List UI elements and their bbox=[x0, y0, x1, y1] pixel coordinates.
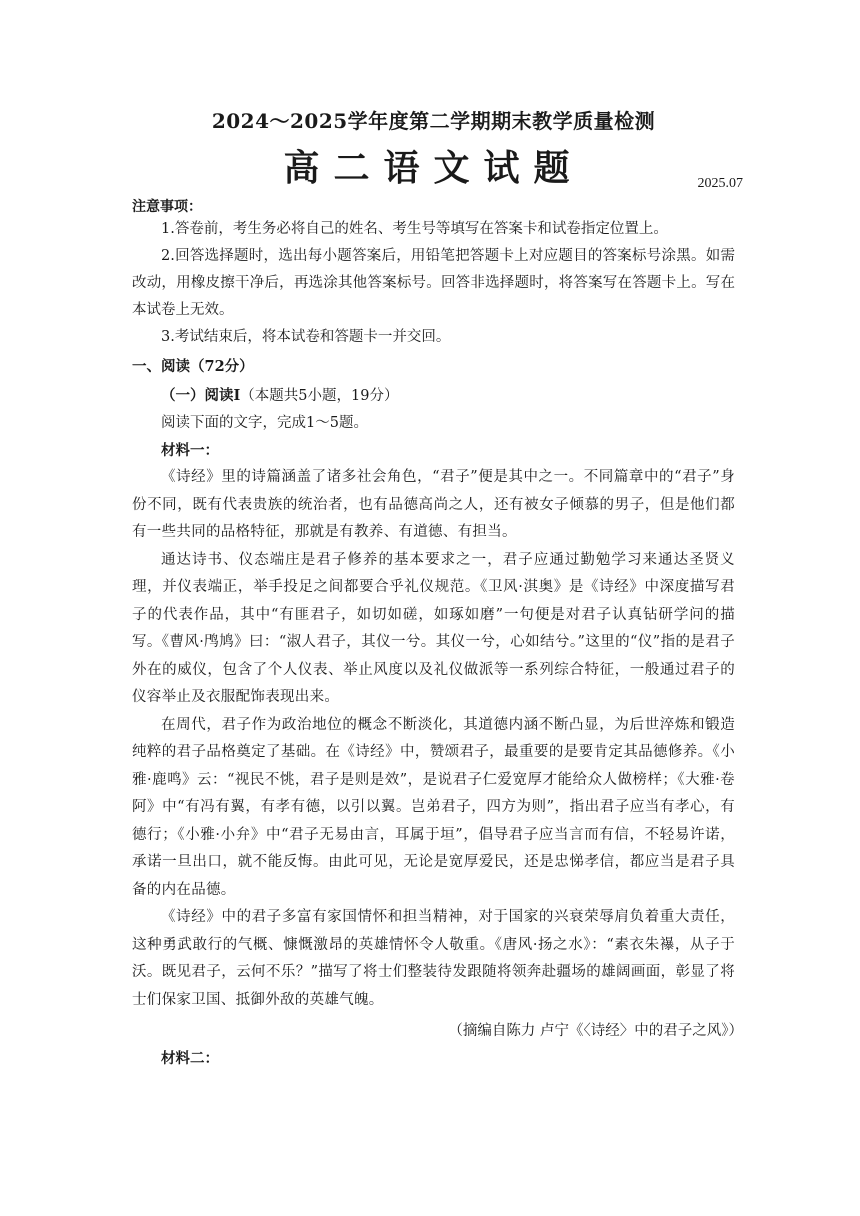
subsection-label: （一）阅读Ⅰ bbox=[161, 387, 241, 404]
subsection-note: （本题共5小题，19分） bbox=[240, 388, 399, 404]
notice-item-2: 2.回答选择题时，选出每小题答案后，用铅笔把答题卡上对应题目的答案标号涂黑。如需改动，用橡皮擦干净后，再选涂其他答案标号。回答非选择题时，将答案写在答题卡上。写在本试卷上无效。 bbox=[132, 248, 735, 318]
material1-paragraph-1: 《诗经》里的诗篇涵盖了诸多社会角色，“君子”便是其中之一。不同篇章中的“君子”身份不同，既有代表贵族的统治者，也有品德高尚之人，还有被女子倾慕的男子，但是他们都有一些共同的品格特征，那就是有教养、有道德、有担当。 bbox=[132, 469, 735, 540]
notice-title: 注意事项： bbox=[132, 199, 202, 215]
notice-item-1: 1.答卷前，考生务必将自己的姓名、考生号等填写在答案卡和试卷指定位置上。 bbox=[161, 221, 668, 237]
subsection-heading bbox=[132, 382, 735, 410]
notice-item-3: 3.考试结束后，将本试卷和答题卡一并交回。 bbox=[161, 329, 451, 345]
material1-source: （摘编自陈力 卢宁《〈诗经〉中的君子之风》） bbox=[448, 1023, 743, 1039]
material2-label: 材料二： bbox=[161, 1050, 219, 1067]
main-title: 高二语文试题 bbox=[283, 147, 584, 189]
material1-paragraph-2: 通达诗书、仪态端庄是君子修养的基本要求之一，君子应通过勤勉学习来通达圣贤义理，并仪表端正，举手投足之间都要合乎礼仪规范。《卫风·淇奥》是《诗经》中深度描写君子的代表作品，其中“有匪君子，如切如磋，如琢如磨”一句便是对君子认真钻研学问的描写。《曹风·鸤鸠》曰：“淑人君子，其仪一兮。其仪一兮，心如结兮。”这里的“仪”指的是君子外在的威仪，包含了个人仪表、举止风度以及礼仪做派等一系列综合特征，一般通过君子的仪容举止及衣服配饰表现出来。 bbox=[132, 551, 735, 705]
material1-paragraph-4: 《诗经》中的君子多富有家国情怀和担当精神，对于国家的兴衰荣辱肩负着重大责任，这种勇武敢行的气概、慷慨激昂的英雄情怀令人敬重。《唐风·扬之水》：“素衣朱襮，从子于沃。既见君子，云何不乐？”描写了将士们整装待发跟随将领奔赴疆场的雄阔画面，彰显了将士们保家卫国、抵御外敌的英雄气魄。 bbox=[132, 909, 735, 1008]
material1-label: 材料一： bbox=[161, 442, 219, 459]
material1-paragraph-3: 在周代，君子作为政治地位的概念不断淡化，其道德内涵不断凸显，为后世淬炼和锻造纯粹的君子品格奠定了基础。在《诗经》中，赞颂君子，最重要的是要肯定其品德修养。《小雅·鹿鸣》云：“视民不恌，君子是则是效”，是说君子仁爱宽厚才能给众人做榜样；《大雅·卷阿》中“有冯有翼，有孝有德，以引以翼。岂弟君子，四方为则”，指出君子应当有孝心，有德行；《小雅·小弁》中“君子无易由言，耳属于垣”，倡导君子应当言而有信，不轻易许诺，承诺一旦出口，就不能反悔。由此可见，无论是宽厚爱民，还是忠悌孝信，都应当是君子具备的内在品德。 bbox=[132, 716, 735, 898]
exam-title: 2024～2025学年度第二学期期末教学质量检测 bbox=[211, 109, 656, 133]
instruction: 阅读下面的文字，完成1～5题。 bbox=[161, 415, 368, 431]
section-heading: 一、阅读（72分） bbox=[132, 358, 254, 375]
main-title-row bbox=[132, 134, 743, 192]
exam-date: 2025.07 bbox=[697, 176, 743, 191]
